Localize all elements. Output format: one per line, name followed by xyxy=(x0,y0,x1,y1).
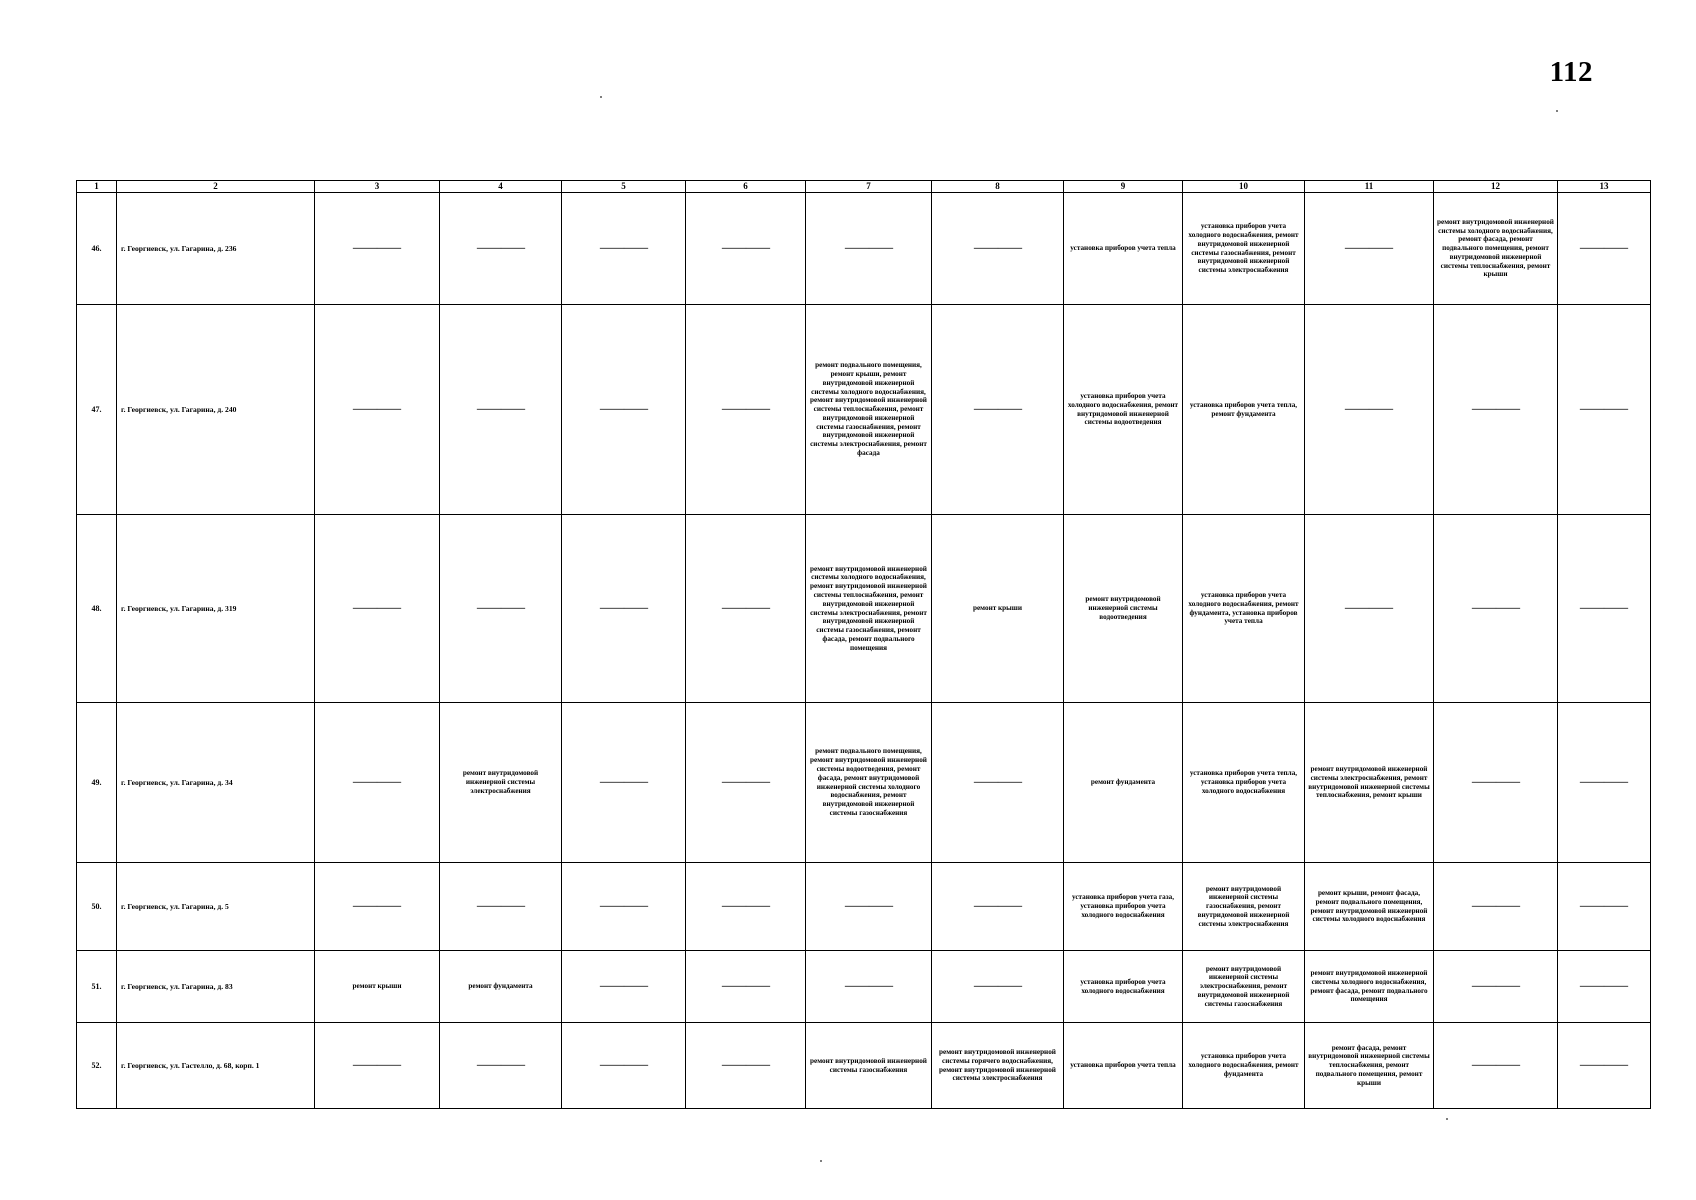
cell-col-7 xyxy=(806,193,932,305)
cell-col-7 xyxy=(806,703,932,863)
empty-dash: —— xyxy=(476,600,525,617)
table-header xyxy=(77,181,1651,193)
cell-col-11-text: ремонт внутридомовой инженерной системы электроснабжения, ремонт внутридомовой инженерной системы теплоснабжения, ремонт крыши xyxy=(1308,764,1430,800)
cell-col-5 xyxy=(562,515,686,703)
address-cell-text: г. Георгиевск, ул. Гагарина, д. 319 xyxy=(121,603,237,613)
empty-dash: —— xyxy=(1580,1057,1628,1074)
empty-dash: —— xyxy=(973,978,1022,995)
empty-dash: —— xyxy=(599,401,648,418)
table-row xyxy=(77,863,1651,951)
cell-col-6 xyxy=(686,951,806,1023)
cell-col-4 xyxy=(440,193,562,305)
empty-dash: —— xyxy=(1471,978,1520,995)
empty-dash: —— xyxy=(973,240,1022,257)
address-cell xyxy=(117,305,315,515)
empty-dash: —— xyxy=(1345,240,1393,257)
page-number: 112 xyxy=(1549,56,1593,88)
empty-dash: —— xyxy=(599,978,648,995)
cell-col-9-text: ремонт фундамента xyxy=(1090,778,1156,787)
cell-col-9 xyxy=(1064,951,1183,1023)
cell-col-12 xyxy=(1434,1023,1558,1109)
scan-speck xyxy=(1556,110,1558,112)
column-header-9: 9 xyxy=(1064,181,1183,193)
cell-col-13 xyxy=(1558,863,1651,951)
cell-col-9-text: установка приборов учета тепла xyxy=(1070,1061,1176,1070)
column-header-4: 4 xyxy=(440,181,562,193)
address-cell-text: г. Георгиевск, ул. Гагарина, д. 5 xyxy=(121,901,229,911)
empty-dash: —— xyxy=(353,898,401,915)
empty-dash: —— xyxy=(599,898,648,915)
empty-dash: —— xyxy=(844,898,893,915)
column-number-row xyxy=(77,181,1651,193)
cell-col-8 xyxy=(932,515,1064,703)
cell-col-7-text: ремонт внутридомовой инженерной системы газоснабжения xyxy=(810,1056,927,1074)
cell-col-4 xyxy=(440,305,562,515)
empty-dash: —— xyxy=(1580,978,1628,995)
cell-col-9 xyxy=(1064,193,1183,305)
empty-dash: —— xyxy=(1471,1057,1520,1074)
cell-col-3 xyxy=(315,951,440,1023)
empty-dash: —— xyxy=(1471,600,1520,617)
cell-col-11 xyxy=(1305,703,1434,863)
cell-col-13 xyxy=(1558,951,1651,1023)
cell-col-3 xyxy=(315,193,440,305)
empty-dash: —— xyxy=(353,600,401,617)
cell-col-7 xyxy=(806,305,932,515)
table-row xyxy=(77,305,1651,515)
cell-col-8 xyxy=(932,193,1064,305)
empty-dash: —— xyxy=(599,240,648,257)
row-number xyxy=(77,951,117,1023)
cell-col-12 xyxy=(1434,951,1558,1023)
cell-col-10 xyxy=(1183,703,1305,863)
empty-dash: —— xyxy=(1471,774,1520,791)
empty-dash: —— xyxy=(721,240,770,257)
cell-col-9-text: установка приборов учета тепла xyxy=(1070,244,1176,253)
cell-col-5 xyxy=(562,193,686,305)
cell-col-9 xyxy=(1064,1023,1183,1109)
cell-col-8-text: ремонт внутридомовой инженерной системы горячего водоснабжения, ремонт внутридомовой инженерной системы электроснабжения xyxy=(939,1047,1056,1083)
row-number xyxy=(77,305,117,515)
empty-dash: —— xyxy=(1580,898,1628,915)
cell-col-6 xyxy=(686,515,806,703)
column-header-2: 2 xyxy=(117,181,315,193)
empty-dash: —— xyxy=(973,898,1022,915)
empty-dash: —— xyxy=(1345,401,1393,418)
cell-col-11 xyxy=(1305,951,1434,1023)
cell-col-6 xyxy=(686,863,806,951)
column-header-11: 11 xyxy=(1305,181,1434,193)
address-cell xyxy=(117,515,315,703)
column-header-8: 8 xyxy=(932,181,1064,193)
cell-col-7 xyxy=(806,951,932,1023)
cell-col-12 xyxy=(1434,305,1558,515)
cell-col-6 xyxy=(686,305,806,515)
row-number-text: 47. xyxy=(91,404,102,414)
scan-speck xyxy=(600,96,602,98)
empty-dash: —— xyxy=(973,401,1022,418)
scan-speck xyxy=(820,1160,822,1162)
scan-speck xyxy=(1446,1118,1448,1120)
address-cell xyxy=(117,863,315,951)
cell-col-7 xyxy=(806,1023,932,1109)
row-number-text: 46. xyxy=(91,243,102,253)
empty-dash: —— xyxy=(353,1057,401,1074)
cell-col-7 xyxy=(806,515,932,703)
empty-dash: —— xyxy=(599,1057,648,1074)
address-cell xyxy=(117,703,315,863)
column-header-3: 3 xyxy=(315,181,440,193)
cell-col-9 xyxy=(1064,863,1183,951)
cell-col-7-text: ремонт внутридомовой инженерной системы холодного водоснабжения, ремонт внутридомовой инженерной системы теплоснабжения, ремонт внутридомовой инженерной системы электроснабжения, ремонт внутридомовой инженерной системы газоснабжения, ремонт фасада, ремонт подвального помещения xyxy=(810,564,927,652)
cell-col-13 xyxy=(1558,193,1651,305)
empty-dash: —— xyxy=(1580,600,1628,617)
cell-col-4-text: ремонт фундамента xyxy=(468,982,533,991)
address-cell-text: г. Георгиевск, ул. Гагарина, д. 236 xyxy=(121,243,237,253)
address-cell-text: г. Георгиевск, ул. Гастелло, д. 68, корп. 1 xyxy=(121,1060,260,1070)
cell-col-9 xyxy=(1064,305,1183,515)
empty-dash: —— xyxy=(353,401,401,418)
cell-col-6 xyxy=(686,193,806,305)
cell-col-4 xyxy=(440,951,562,1023)
empty-dash: —— xyxy=(1580,240,1628,257)
empty-dash: —— xyxy=(1471,401,1520,418)
cell-col-8-text: ремонт крыши xyxy=(972,604,1022,613)
column-header-1: 1 xyxy=(77,181,117,193)
cell-col-9 xyxy=(1064,515,1183,703)
empty-dash: —— xyxy=(599,600,648,617)
row-number-text: 52. xyxy=(91,1060,102,1070)
row-number xyxy=(77,863,117,951)
cell-col-4 xyxy=(440,863,562,951)
cell-col-11 xyxy=(1305,305,1434,515)
cell-col-8 xyxy=(932,863,1064,951)
table-row xyxy=(77,1023,1651,1109)
cell-col-10 xyxy=(1183,863,1305,951)
column-header-6: 6 xyxy=(686,181,806,193)
cell-col-8 xyxy=(932,951,1064,1023)
cell-col-10 xyxy=(1183,515,1305,703)
cell-col-10-text: ремонт внутридомовой инженерной системы электроснабжения, ремонт внутридомовой инженерной системы газоснабжения xyxy=(1197,964,1290,1008)
cell-col-8 xyxy=(932,1023,1064,1109)
empty-dash: —— xyxy=(476,401,525,418)
cell-col-13 xyxy=(1558,515,1651,703)
cell-col-3 xyxy=(315,863,440,951)
cell-col-11 xyxy=(1305,863,1434,951)
address-cell-text: г. Георгиевск, ул. Гагарина, д. 34 xyxy=(121,777,233,787)
cell-col-12-text: ремонт внутридомовой инженерной системы холодного водоснабжения, ремонт фасада, ремонт подвального помещения, ремонт внутридомовой инженерной системы теплоснабжения, ремонт крыши xyxy=(1437,217,1554,279)
cell-col-10 xyxy=(1183,1023,1305,1109)
empty-dash: —— xyxy=(721,401,770,418)
column-header-12: 12 xyxy=(1434,181,1558,193)
empty-dash: —— xyxy=(353,240,401,257)
cell-col-10-text: установка приборов учета тепла, установка приборов учета холодного водоснабжения xyxy=(1189,769,1298,795)
address-cell xyxy=(117,1023,315,1109)
cell-col-4-text: ремонт внутридомовой инженерной системы электроснабжения xyxy=(462,769,539,795)
cell-col-10-text: установка приборов учета холодного водоснабжения, ремонт внутридомовой инженерной системы газоснабжения, ремонт внутридомовой инженерной системы электроснабжения xyxy=(1188,222,1299,275)
cell-col-13 xyxy=(1558,305,1651,515)
cell-col-6 xyxy=(686,1023,806,1109)
table-row xyxy=(77,951,1651,1023)
cell-col-8 xyxy=(932,703,1064,863)
cell-col-13 xyxy=(1558,1023,1651,1109)
empty-dash: —— xyxy=(476,898,525,915)
cell-col-10-text: ремонт внутридомовой инженерной системы газоснабжения, ремонт внутридомовой инженерной системы электроснабжения xyxy=(1197,884,1290,928)
empty-dash: —— xyxy=(721,774,770,791)
row-number xyxy=(77,703,117,863)
cell-col-11-text: ремонт крыши, ремонт фасада, ремонт подвального помещения, ремонт внутридомовой инженерной системы холодного водоснабжения xyxy=(1310,888,1428,924)
column-header-10: 10 xyxy=(1183,181,1305,193)
cell-col-5 xyxy=(562,863,686,951)
row-number xyxy=(77,1023,117,1109)
cell-col-12 xyxy=(1434,863,1558,951)
cell-col-9-text: установка приборов учета холодного водоснабжения, ремонт внутридомовой инженерной системы водоотведения xyxy=(1067,391,1179,427)
cell-col-12 xyxy=(1434,193,1558,305)
cell-col-12 xyxy=(1434,515,1558,703)
address-cell xyxy=(117,951,315,1023)
row-number xyxy=(77,193,117,305)
empty-dash: —— xyxy=(476,240,525,257)
cell-col-5 xyxy=(562,305,686,515)
table-row xyxy=(77,193,1651,305)
repair-schedule-table xyxy=(76,180,1651,1109)
empty-dash: —— xyxy=(1471,898,1520,915)
cell-col-3 xyxy=(315,703,440,863)
empty-dash: —— xyxy=(1345,600,1393,617)
cell-col-7-text: ремонт подвального помещения, ремонт крыши, ремонт внутридомовой инженерной системы холодного водоснабжения, ремонт внутридомовой инженерной системы теплоснабжения, ремонт внутридомовой инженерной системы газоснабжения, ремонт внутридомовой инженерной системы электроснабжения, ремонт фасада xyxy=(810,361,927,458)
empty-dash: —— xyxy=(1580,774,1628,791)
empty-dash: —— xyxy=(1580,401,1628,418)
cell-col-11-text: ремонт внутридомовой инженерной системы холодного водоснабжения, ремонт фасада, ремонт подвального помещения xyxy=(1310,968,1428,1004)
cell-col-7 xyxy=(806,863,932,951)
cell-col-12 xyxy=(1434,703,1558,863)
empty-dash: —— xyxy=(721,1057,770,1074)
cell-col-3-text: ремонт крыши xyxy=(352,982,402,991)
cell-col-5 xyxy=(562,951,686,1023)
empty-dash: —— xyxy=(844,240,893,257)
table-body xyxy=(77,193,1651,1109)
empty-dash: —— xyxy=(476,1057,525,1074)
cell-col-4 xyxy=(440,515,562,703)
empty-dash: —— xyxy=(721,600,770,617)
row-number-text: 49. xyxy=(91,777,102,787)
column-header-13: 13 xyxy=(1558,181,1651,193)
row-number xyxy=(77,515,117,703)
cell-col-11 xyxy=(1305,515,1434,703)
empty-dash: —— xyxy=(973,774,1022,791)
column-header-5: 5 xyxy=(562,181,686,193)
cell-col-9 xyxy=(1064,703,1183,863)
cell-col-4 xyxy=(440,703,562,863)
cell-col-10-text: установка приборов учета тепла, ремонт фундамента xyxy=(1189,400,1298,418)
address-cell-text: г. Георгиевск, ул. Гагарина, д. 240 xyxy=(121,404,237,414)
empty-dash: —— xyxy=(721,978,770,995)
cell-col-3 xyxy=(315,1023,440,1109)
empty-dash: —— xyxy=(844,978,893,995)
row-number-text: 51. xyxy=(91,981,102,991)
cell-col-11 xyxy=(1305,193,1434,305)
cell-col-13 xyxy=(1558,703,1651,863)
cell-col-10 xyxy=(1183,193,1305,305)
empty-dash: —— xyxy=(599,774,648,791)
cell-col-3 xyxy=(315,305,440,515)
empty-dash: —— xyxy=(721,898,770,915)
cell-col-10-text: установка приборов учета холодного водоснабжения, ремонт фундамента, установка приборов учета тепла xyxy=(1188,590,1299,626)
row-number-text: 50. xyxy=(91,901,102,911)
table-row xyxy=(77,703,1651,863)
cell-col-7-text: ремонт подвального помещения, ремонт внутридомовой инженерной системы водоотведения, ремонт фасада, ремонт внутридомовой инженерной системы холодного водоснабжения, ремонт внутридомовой инженерной системы газоснабжения xyxy=(810,747,927,817)
column-header-7: 7 xyxy=(806,181,932,193)
cell-col-10-text: установка приборов учета холодного водоснабжения, ремонт фундамента xyxy=(1188,1052,1299,1078)
cell-col-10 xyxy=(1183,951,1305,1023)
cell-col-5 xyxy=(562,703,686,863)
cell-col-3 xyxy=(315,515,440,703)
cell-col-4 xyxy=(440,1023,562,1109)
cell-col-11-text: ремонт фасада, ремонт внутридомовой инженерной системы теплоснабжения, ремонт подвального помещения, ремонт крыши xyxy=(1308,1043,1430,1087)
empty-dash: —— xyxy=(353,774,401,791)
address-cell-text: г. Георгиевск, ул. Гагарина, д. 83 xyxy=(121,981,233,991)
cell-col-9-text: установка приборов учета холодного водоснабжения xyxy=(1080,977,1166,995)
row-number-text: 48. xyxy=(91,603,102,613)
cell-col-11 xyxy=(1305,1023,1434,1109)
cell-col-9-text: ремонт внутридомовой инженерной системы водоотведения xyxy=(1085,595,1161,621)
table-row xyxy=(77,515,1651,703)
address-cell xyxy=(117,193,315,305)
cell-col-5 xyxy=(562,1023,686,1109)
cell-col-6 xyxy=(686,703,806,863)
cell-col-9-text: установка приборов учета газа, установка приборов учета холодного водоснабжения xyxy=(1071,893,1175,919)
cell-col-8 xyxy=(932,305,1064,515)
cell-col-10 xyxy=(1183,305,1305,515)
